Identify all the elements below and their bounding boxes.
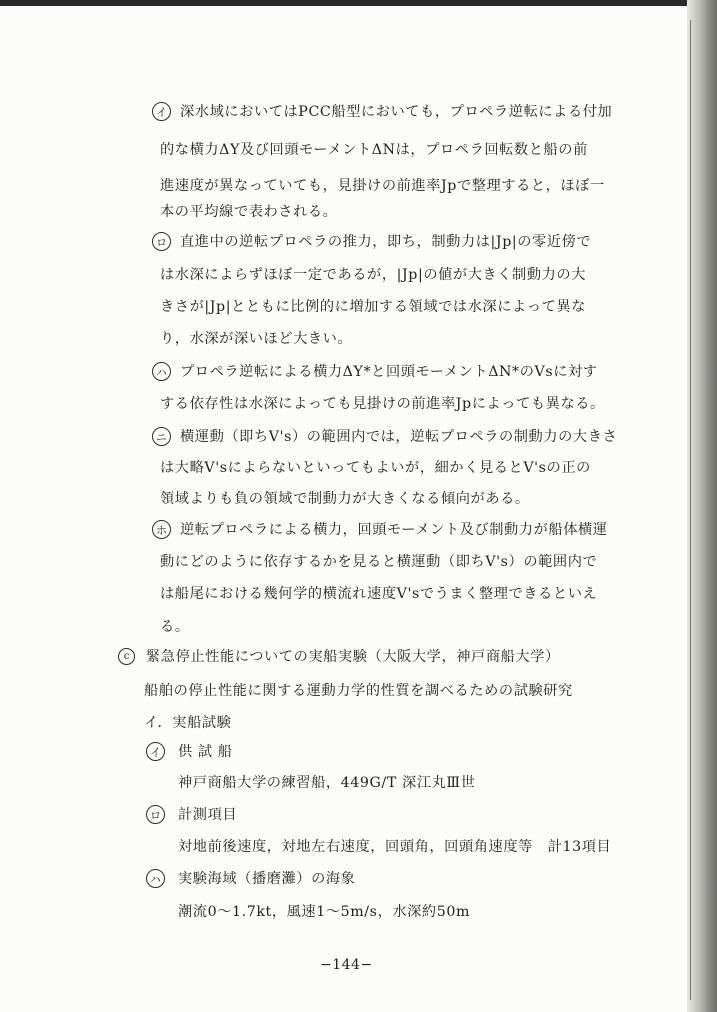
text-line-24: 対地前後速度，対地左右速度，回頭角，回頭角速度等 計13項目	[178, 839, 612, 855]
page-edge-line	[690, 20, 691, 1000]
text-line-16: は船尾における幾何学的横流れ速度V'sでうまく整理できるといえ	[160, 586, 598, 602]
text-line-4: 本の平均線で表わされる。	[160, 204, 338, 220]
text-line-21: 供 試 船	[178, 744, 233, 760]
text-line-1: 深水域においてはPCC船型においても，プロペラ逆転による付加	[180, 104, 613, 120]
page-number: −144−	[320, 957, 373, 973]
text-line-2: 的な横力ΔY及び回頭モーメントΔNは，プロペラ回転数と船の前	[160, 142, 588, 158]
text-line-17: る。	[160, 619, 190, 635]
text-line-23: 計測項目	[178, 807, 238, 823]
text-line-18: 緊急停止性能についての実船実験（大阪大学，神戸商船大学）	[146, 649, 560, 665]
text-line-19: 船舶の停止性能に関する運動力学的性質を調べるための試験研究	[144, 683, 573, 699]
marker-ha: ハ	[152, 362, 171, 381]
marker-ni: ニ	[152, 427, 171, 446]
text-line-13: 領域よりも負の領域で制動力が大きくなる傾向がある。	[160, 491, 530, 507]
text-line-8: り，水深が深いほど大きい。	[160, 331, 353, 347]
text-line-10: する依存性は水深によっても見掛けの前進率Jpによっても異なる。	[160, 396, 605, 412]
text-line-12: は大略V'sによらないといってもよいが，細かく見るとV'sの正の	[160, 460, 591, 476]
marker-sub-i: イ	[146, 742, 165, 761]
text-line-7: きさが|Jp|とともに比例的に増加する領域では水深によって異な	[160, 299, 586, 315]
text-line-26: 潮流0～1.7kt，風速1～5m/s，水深約50m	[178, 904, 471, 920]
text-line-11: 横運動（即ちV's）の範囲内では，逆転プロペラの制動力の大きさ	[180, 429, 618, 445]
marker-i: イ	[152, 102, 171, 121]
marker-c: c	[118, 648, 135, 665]
text-line-25: 実験海域（播磨灘）の海象	[178, 871, 356, 887]
text-line-3: 進速度が異なっていても，見掛けの前進率Jpで整理すると，ほぼ一	[160, 178, 605, 194]
page-spine-shadow	[687, 0, 717, 1012]
marker-sub-ro: ロ	[146, 805, 165, 824]
text-line-5: 直進中の逆転プロペラの推力，即ち，制動力は|Jp|の零近傍で	[180, 234, 592, 250]
marker-ho: ホ	[152, 520, 171, 539]
text-line-15: 動にどのように依存するかを見ると横運動（即ちV's）の範囲内で	[160, 554, 598, 570]
marker-sub-ha: ハ	[146, 869, 165, 888]
marker-ro: ロ	[152, 232, 171, 251]
text-line-14: 逆転プロペラによる横力，回頭モーメント及び制動力が船体横運	[180, 522, 608, 538]
text-line-22: 神戸商船大学の練習船，449G/T 深江丸Ⅲ世	[178, 775, 476, 791]
text-line-9: プロペラ逆転による横力ΔY*と回頭モーメントΔN*のVsに対す	[180, 364, 598, 380]
text-line-6: は水深によらずほぼ一定であるが，|Jp|の値が大きく制動力の大	[160, 267, 586, 283]
text-line-20: イ．実船試験	[144, 715, 232, 731]
